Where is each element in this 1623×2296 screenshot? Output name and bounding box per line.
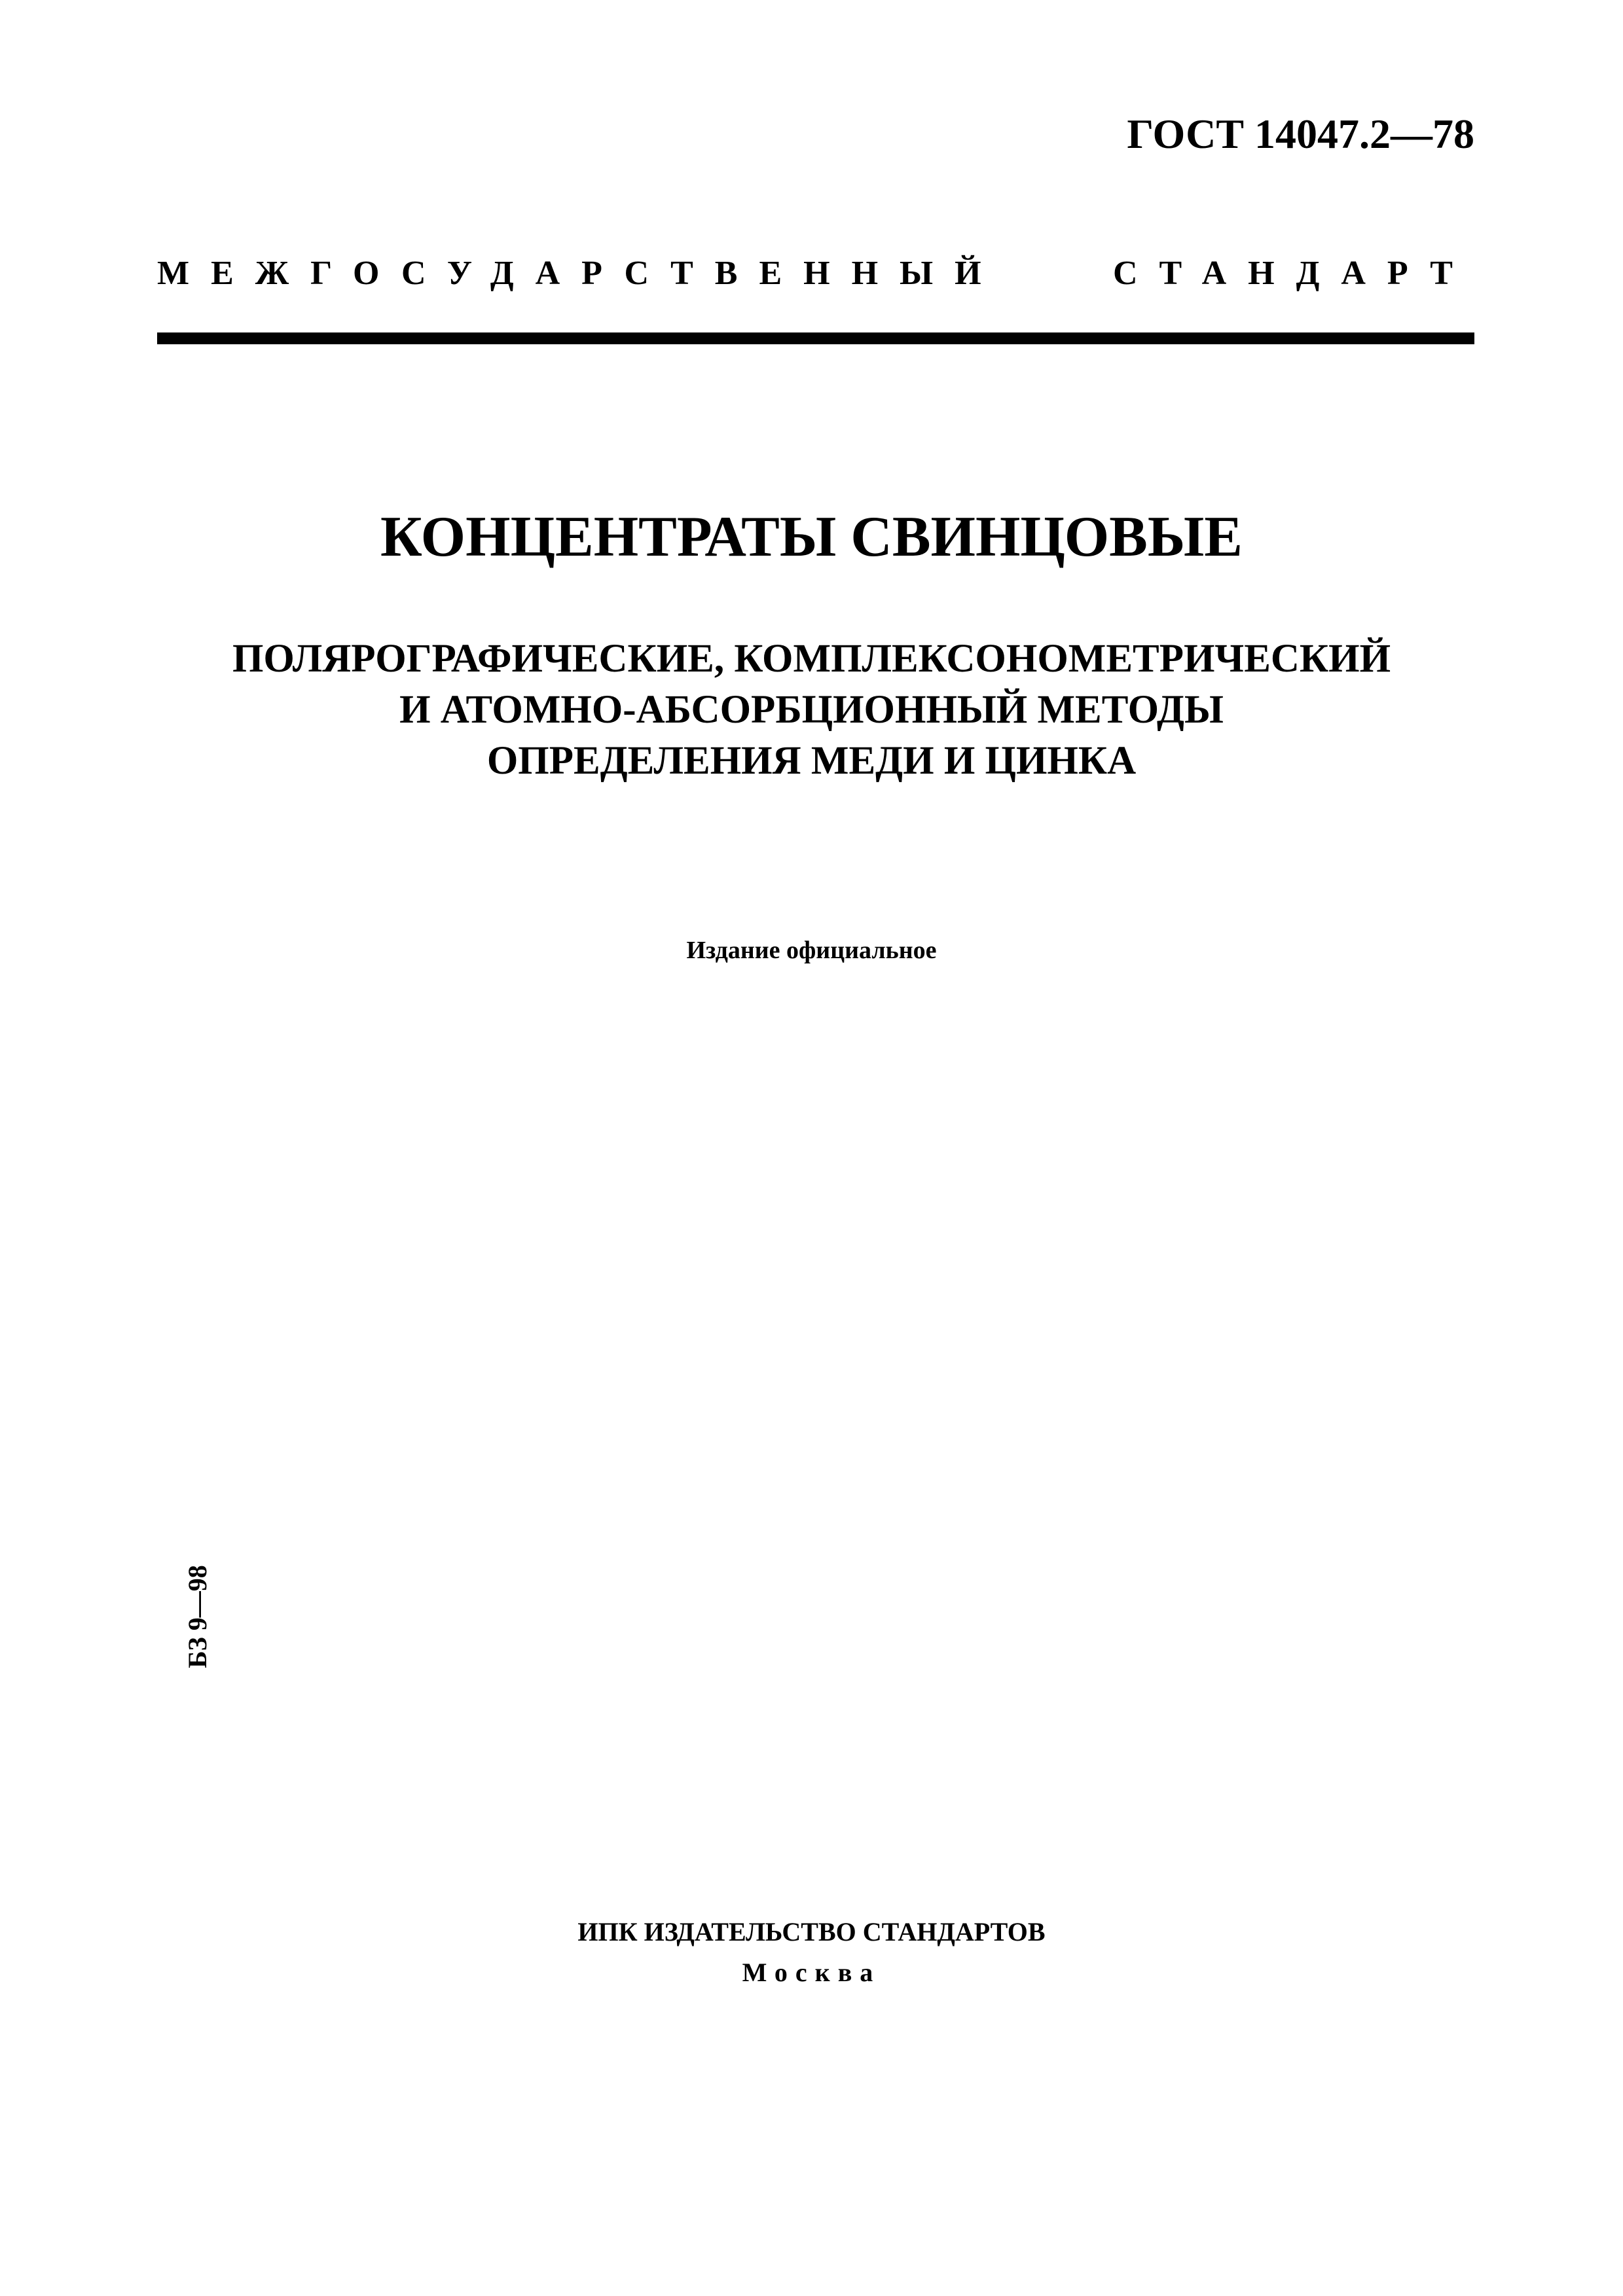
subtitle xyxy=(0,634,1623,787)
document-number: ГОСТ 14047.2—78 xyxy=(1127,111,1474,157)
subtitle-line-2: И АТОМНО-АБСОРБЦИОННЫЙ МЕТОДЫ xyxy=(399,688,1224,732)
main-title: КОНЦЕНТРАТЫ СВИНЦОВЫЕ xyxy=(380,505,1243,569)
document-type-heading xyxy=(157,254,1474,293)
document-type-word-1: МЕЖГОСУДАРСТВЕННЫЙ xyxy=(157,255,1003,292)
publisher-name: ИПК ИЗДАТЕЛЬСТВО СТАНДАРТОВ xyxy=(577,1917,1046,1946)
side-code: БЗ 9—98 xyxy=(183,1565,212,1668)
edition-label: Издание официальное xyxy=(686,937,937,964)
document-type-word-2: СТАНДАРТ xyxy=(1112,255,1474,292)
header-divider xyxy=(157,332,1474,344)
publisher-city: Москва xyxy=(742,1958,881,1987)
subtitle-line-1: ПОЛЯРОГРАФИЧЕСКИЕ, КОМПЛЕКСОНОМЕТРИЧЕСКИЙ xyxy=(232,637,1391,681)
subtitle-line-3: ОПРЕДЕЛЕНИЯ МЕДИ И ЦИНКА xyxy=(486,739,1137,783)
